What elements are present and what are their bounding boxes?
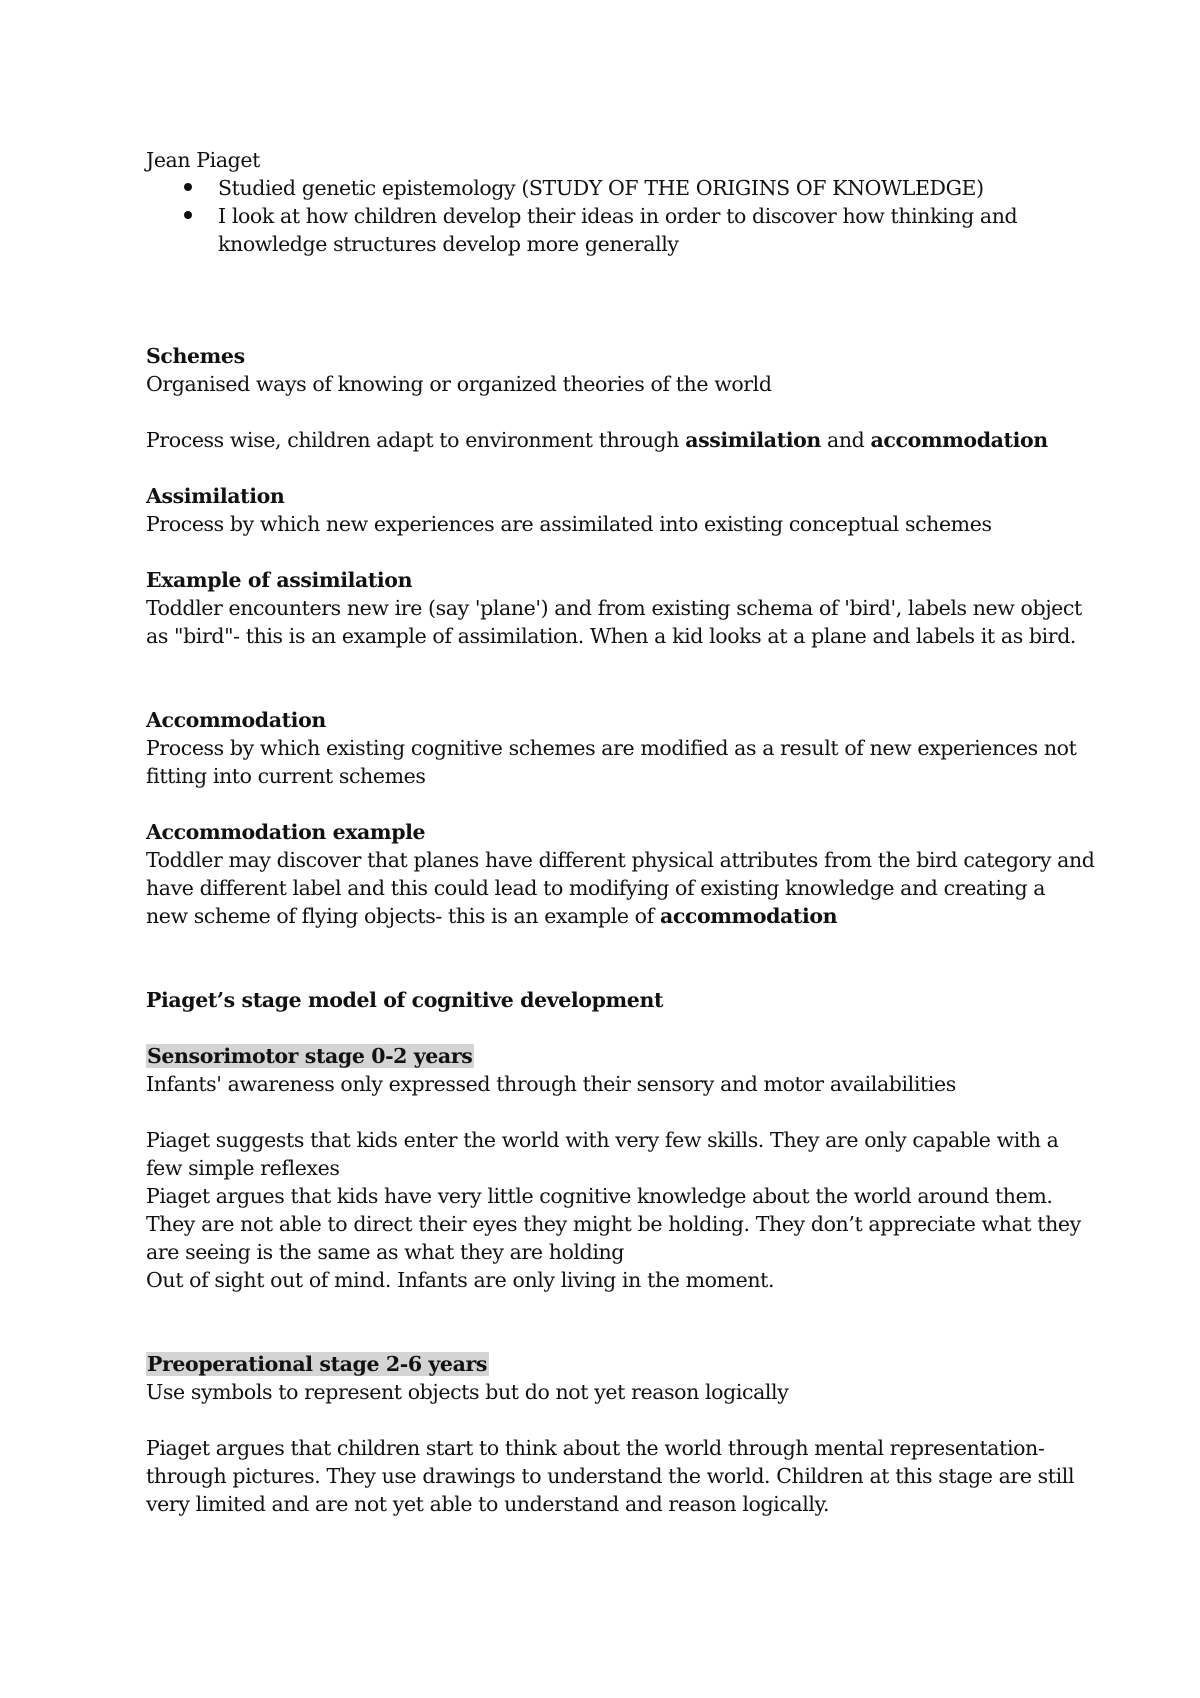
accommodation-line: fitting into current schemes — [146, 764, 426, 788]
schemes-heading: Schemes — [146, 344, 245, 368]
assimilation-text: Process by which new experiences are assimilated into existing conceptual schemes — [146, 512, 992, 536]
process-bold-accommodation: accommodation — [870, 428, 1048, 452]
accommodation-example-line: have different label and this could lead to modifying of existing knowledge and creating a — [146, 876, 1046, 900]
sensorimotor-line: Piaget argues that kids have very little cognitive knowledge about the world around them. — [146, 1184, 1053, 1208]
accommodation-example-line3-text: new scheme of flying objects- this is an example of — [146, 904, 660, 928]
accommodation-line: Process by which existing cognitive schemes are modified as a result of new experiences not — [146, 736, 1077, 760]
sensorimotor-summary: Infants' awareness only expressed through their sensory and motor availabilities — [146, 1072, 956, 1096]
preoperational-line: very limited and are not yet able to understand and reason logically. — [146, 1492, 830, 1516]
sensorimotor-heading: Sensorimotor stage 0-2 years — [147, 1044, 473, 1068]
sensorimotor-line: are seeing is the same as what they are holding — [146, 1240, 624, 1264]
bullet-dot-icon — [184, 183, 192, 191]
assimilation-example-line: as "bird"- this is an example of assimilation. When a kid looks at a plane and labels it as bird. — [146, 624, 1077, 648]
sensorimotor-heading-line — [146, 1042, 1066, 1070]
bullet-text: Studied genetic epistemology (STUDY OF THE ORIGINS OF KNOWLEDGE) — [218, 176, 984, 200]
sensorimotor-line: Out of sight out of mind. Infants are only living in the moment. — [146, 1268, 775, 1292]
assimilation-example-line: Toddler encounters new ire (say 'plane') and from existing schema of 'bird', labels new object — [146, 596, 1082, 620]
sensorimotor-line: Piaget suggests that kids enter the world with very few skills. They are only capable with a — [146, 1128, 1059, 1152]
bullet-item — [146, 202, 1018, 258]
document-page — [146, 146, 1095, 1518]
process-paragraph — [146, 426, 1066, 454]
assimilation-example-heading: Example of assimilation — [146, 568, 413, 592]
process-text-mid: and — [820, 428, 871, 452]
accommodation-heading: Accommodation — [146, 708, 326, 732]
bullet-dot-icon — [184, 211, 192, 219]
preoperational-heading-line — [146, 1350, 1066, 1378]
intro-bullet-list — [146, 174, 1066, 258]
schemes-text: Organised ways of knowing or organized theories of the world — [146, 372, 772, 396]
accommodation-example-heading: Accommodation example — [146, 820, 426, 844]
process-bold-assimilation: assimilation — [685, 428, 821, 452]
accommodation-example-line: Toddler may discover that planes have different physical attributes from the bird category and — [146, 848, 1095, 872]
accommodation-example-line — [146, 902, 1066, 930]
preoperational-summary: Use symbols to represent objects but do not yet reason logically — [146, 1380, 789, 1404]
sensorimotor-line: few simple reflexes — [146, 1156, 340, 1180]
accommodation-example-line3-bold: accommodation — [659, 904, 838, 928]
bullet-text: I look at how children develop their ideas in order to discover how thinking and knowledge structures develop more generally — [218, 204, 1018, 256]
preoperational-line: Piaget argues that children start to think about the world through mental representation- — [146, 1436, 1045, 1460]
sensorimotor-line: They are not able to direct their eyes they might be holding. They don’t appreciate what they — [146, 1212, 1081, 1236]
preoperational-line: through pictures. They use drawings to understand the world. Children at this stage are still — [146, 1464, 1075, 1488]
process-text-start: Process wise, children adapt to environment through — [146, 428, 686, 452]
preoperational-heading: Preoperational stage 2-6 years — [147, 1352, 487, 1376]
bullet-item — [146, 174, 1066, 202]
stage-model-heading: Piaget’s stage model of cognitive development — [146, 988, 664, 1012]
document-title: Jean Piaget — [146, 148, 260, 172]
assimilation-heading: Assimilation — [146, 484, 285, 508]
